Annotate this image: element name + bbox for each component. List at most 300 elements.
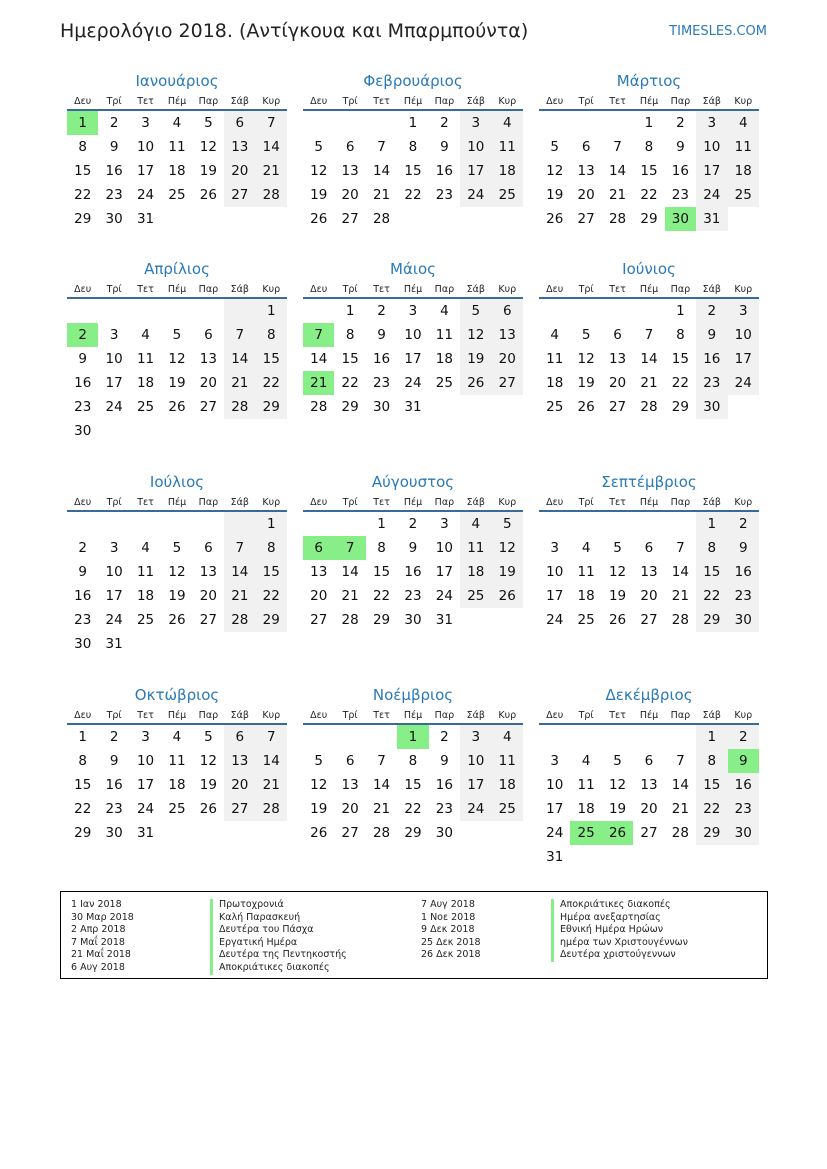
day-cell: 7 — [224, 536, 255, 560]
day-cell: 13 — [341, 777, 359, 793]
day-cell: 8 — [408, 139, 418, 155]
day-cell: 12 — [199, 139, 217, 155]
day-cell: 17 — [136, 777, 155, 793]
weekday-label: Πέμ — [639, 96, 659, 107]
day-cell: 7 — [256, 111, 287, 135]
day-cell: 23 — [435, 187, 453, 203]
weekday-label: Τετ — [137, 284, 154, 295]
legend-dates-2 — [421, 899, 481, 962]
weekday-label: Τετ — [137, 710, 154, 721]
empty-cell — [570, 512, 601, 536]
day-cell: 11 — [168, 139, 186, 155]
weekday-label: Παρ — [198, 96, 219, 107]
empty-cell — [303, 725, 334, 749]
week-row — [303, 536, 523, 560]
day-cell: 16 — [728, 773, 759, 797]
day-cell: 4 — [440, 303, 449, 319]
day-cell: 25 — [168, 187, 186, 203]
day-cell: 12 — [608, 564, 627, 580]
day-cell: 19 — [199, 777, 217, 793]
day-cell: 22 — [640, 187, 658, 203]
day-cell: 6 — [204, 327, 213, 343]
day-cell: 11 — [546, 351, 564, 367]
day-cell: 6 — [303, 536, 334, 560]
site-link[interactable]: TIMESLES.COM — [669, 24, 767, 39]
month-title: Ιανουάριος — [135, 72, 219, 90]
day-cell: 27 — [640, 612, 658, 628]
week-row — [539, 821, 759, 845]
day-cell: 9 — [109, 753, 119, 769]
day-cell: 20 — [341, 187, 359, 203]
day-cell: 28 — [310, 399, 328, 415]
weekday-label: Τρί — [342, 284, 358, 295]
day-cell: 17 — [435, 564, 453, 580]
weekday-header — [67, 280, 287, 299]
day-cell: 6 — [345, 753, 355, 769]
day-cell: 5 — [613, 540, 622, 556]
day-cell: 6 — [581, 139, 591, 155]
month-block — [303, 258, 523, 419]
day-cell: 15 — [372, 564, 391, 580]
weekday-label: Κυρ — [498, 284, 517, 295]
day-cell: 17 — [546, 801, 564, 817]
day-cell: 29 — [372, 612, 391, 628]
day-cell: 18 — [168, 163, 186, 179]
month-block — [539, 258, 759, 419]
week-row — [67, 821, 287, 845]
day-cell: 22 — [74, 801, 92, 817]
day-cell: 27 — [341, 825, 359, 841]
day-cell: 8 — [408, 753, 418, 769]
empty-cell — [303, 512, 334, 536]
day-cell: 4 — [460, 512, 491, 536]
day-cell: 17 — [546, 588, 564, 604]
weekday-label: Πέμ — [403, 497, 423, 508]
empty-cell — [256, 419, 287, 443]
day-cell: 12 — [168, 351, 186, 367]
weekday-label: Δευ — [546, 96, 564, 107]
day-cell: 12 — [168, 564, 186, 580]
day-cell: 30 — [404, 612, 422, 628]
weekday-header — [303, 92, 523, 111]
weekday-label: Πέμ — [167, 497, 187, 508]
day-cell: 26 — [310, 211, 328, 227]
day-cell: 10 — [546, 564, 564, 580]
day-cell: 26 — [546, 211, 564, 227]
day-cell: 3 — [460, 725, 491, 749]
week-row — [303, 323, 523, 347]
week-row — [303, 797, 523, 821]
day-cell: 2 — [408, 516, 418, 532]
week-row — [539, 845, 759, 869]
day-cell: 27 — [341, 211, 359, 227]
month-title: Ιούλιος — [149, 473, 205, 491]
empty-cell — [602, 725, 633, 749]
weekday-label: Κυρ — [734, 96, 753, 107]
day-cell: 3 — [440, 516, 449, 532]
day-cell: 9 — [78, 351, 87, 367]
day-cell: 4 — [728, 111, 759, 135]
month-block — [539, 471, 759, 632]
day-cell: 19 — [577, 375, 595, 391]
weekday-label: Δευ — [74, 284, 92, 295]
week-row — [303, 512, 523, 536]
day-cell: 29 — [696, 608, 727, 632]
empty-cell — [696, 845, 727, 869]
day-cell: 19 — [168, 375, 186, 391]
day-cell: 31 — [696, 207, 727, 231]
day-cell: 12 — [310, 777, 328, 793]
weekday-label: Κυρ — [734, 284, 753, 295]
weekday-label: Δευ — [310, 96, 328, 107]
week-row — [67, 347, 287, 371]
weekday-label: Πέμ — [167, 96, 187, 107]
day-cell: 17 — [696, 159, 727, 183]
empty-cell — [728, 207, 759, 231]
day-cell: 16 — [74, 375, 92, 391]
day-cell: 29 — [640, 211, 658, 227]
page-title: Ημερολόγιο 2018. (Αντίγκουα και Μπαρμπούντα) — [60, 20, 529, 42]
day-cell: 5 — [613, 753, 622, 769]
day-cell: 1 — [408, 115, 418, 131]
week-row — [303, 584, 523, 608]
day-cell: 20 — [341, 801, 359, 817]
day-cell: 23 — [728, 797, 759, 821]
day-cell: 6 — [224, 725, 255, 749]
empty-cell — [256, 207, 287, 231]
day-cell: 28 — [372, 825, 391, 841]
month-block — [67, 471, 287, 656]
week-row — [539, 347, 759, 371]
day-cell: 9 — [440, 753, 449, 769]
day-cell: 7 — [676, 753, 685, 769]
day-cell: 25 — [577, 612, 595, 628]
weekday-label: Σάβ — [230, 497, 249, 508]
weekday-label: Τρί — [106, 96, 122, 107]
day-cell: 10 — [136, 753, 155, 769]
weekday-label: Κυρ — [262, 497, 281, 508]
empty-cell — [728, 395, 759, 419]
day-cell: 18 — [136, 375, 155, 391]
day-cell: 24 — [105, 399, 123, 415]
day-cell: 1 — [78, 729, 87, 745]
month-title: Σεπτέμβριος — [601, 473, 697, 491]
week-row — [303, 821, 523, 845]
weekday-label: Σάβ — [230, 284, 249, 295]
weekday-label: Τετ — [137, 96, 154, 107]
week-row — [539, 725, 759, 749]
weekday-label: Κυρ — [734, 497, 753, 508]
day-cell: 5 — [204, 115, 213, 131]
legend-dates-1 — [71, 899, 134, 975]
day-cell: 28 — [256, 183, 287, 207]
day-cell: 12 — [546, 163, 564, 179]
day-cell: 28 — [341, 612, 359, 628]
day-cell: 8 — [78, 753, 87, 769]
day-cell: 8 — [377, 540, 386, 556]
day-cell: 15 — [404, 777, 422, 793]
weekday-label: Πέμ — [403, 710, 423, 721]
day-cell: 6 — [492, 299, 523, 323]
week-row — [67, 419, 287, 443]
day-cell: 3 — [550, 753, 559, 769]
day-cell: 15 — [696, 560, 727, 584]
day-cell: 15 — [74, 163, 92, 179]
day-cell: 11 — [728, 135, 759, 159]
day-cell: 10 — [460, 135, 491, 159]
empty-cell — [224, 632, 255, 656]
day-cell: 31 — [136, 825, 155, 841]
day-cell: 5 — [581, 327, 591, 343]
weekday-label: Σάβ — [466, 497, 485, 508]
week-row — [303, 725, 523, 749]
empty-cell — [633, 725, 664, 749]
day-cell: 27 — [224, 797, 255, 821]
day-cell: 24 — [105, 612, 123, 628]
day-cell: 19 — [199, 163, 217, 179]
empty-cell — [224, 821, 255, 845]
day-cell: 25 — [435, 375, 453, 391]
weekday-label: Κυρ — [262, 96, 281, 107]
empty-cell — [429, 207, 460, 231]
day-cell: 16 — [728, 560, 759, 584]
day-cell: 19 — [168, 588, 186, 604]
day-cell: 23 — [105, 187, 123, 203]
day-cell: 14 — [372, 163, 391, 179]
day-cell: 21 — [640, 375, 658, 391]
legend-holiday-name: Δευτέρα του Πάσχα — [210, 924, 347, 937]
day-cell: 22 — [404, 187, 422, 203]
day-cell: 2 — [728, 512, 759, 536]
weekday-header — [67, 706, 287, 725]
day-cell: 3 — [109, 540, 119, 556]
empty-cell — [193, 207, 224, 231]
day-cell: 25 — [460, 584, 491, 608]
day-cell: 15 — [640, 163, 658, 179]
empty-cell — [602, 111, 633, 135]
day-cell: 26 — [199, 187, 217, 203]
day-cell: 22 — [341, 375, 359, 391]
day-cell: 19 — [608, 801, 627, 817]
legend-date: 9 Δεκ 2018 — [421, 924, 475, 936]
day-cell: 20 — [492, 347, 523, 371]
day-cell: 15 — [256, 347, 287, 371]
weekday-label: Σάβ — [702, 284, 721, 295]
weekday-label: Παρ — [434, 96, 455, 107]
weekday-label: Κυρ — [498, 710, 517, 721]
day-cell: 29 — [74, 825, 92, 841]
day-cell: 8 — [644, 139, 654, 155]
day-cell: 3 — [141, 729, 150, 745]
day-cell: 23 — [105, 801, 123, 817]
legend-holiday-name: Πρωτοχρονιά — [210, 899, 347, 912]
weekday-label: Δευ — [310, 710, 328, 721]
weekday-label: Δευ — [546, 284, 564, 295]
empty-cell — [67, 512, 98, 536]
day-cell: 6 — [204, 540, 213, 556]
empty-cell — [397, 207, 428, 231]
day-cell: 24 — [546, 612, 564, 628]
empty-cell — [633, 512, 664, 536]
day-cell: 8 — [256, 536, 287, 560]
day-cell: 30 — [74, 423, 92, 439]
day-cell: 26 — [492, 584, 523, 608]
day-cell: 7 — [377, 139, 386, 155]
weekday-label: Παρ — [670, 497, 691, 508]
day-cell: 11 — [136, 564, 155, 580]
day-cell: 3 — [141, 115, 150, 131]
day-cell: 3 — [696, 111, 727, 135]
empty-cell — [366, 111, 397, 135]
day-cell: 9 — [676, 139, 685, 155]
day-cell: 21 — [303, 371, 334, 395]
day-cell: 30 — [728, 608, 759, 632]
empty-cell — [602, 845, 633, 869]
empty-cell — [602, 512, 633, 536]
day-cell: 7 — [676, 540, 685, 556]
day-cell: 29 — [671, 399, 689, 415]
empty-cell — [665, 725, 696, 749]
day-cell: 4 — [492, 111, 523, 135]
weekday-label: Παρ — [670, 284, 691, 295]
day-cell: 19 — [310, 801, 328, 817]
day-cell: 27 — [492, 371, 523, 395]
day-cell: 2 — [109, 729, 119, 745]
day-cell: 30 — [105, 211, 123, 227]
day-cell: 16 — [435, 163, 453, 179]
weekday-label: Πέμ — [167, 284, 187, 295]
day-cell: 5 — [204, 729, 213, 745]
week-row — [67, 536, 287, 560]
month-title: Δεκέμβριος — [605, 686, 693, 704]
day-cell: 5 — [550, 139, 559, 155]
day-cell: 22 — [696, 797, 727, 821]
weekday-label: Πέμ — [403, 284, 423, 295]
week-row — [539, 584, 759, 608]
legend-holiday-name: Ημέρα ανεξαρτησίας — [551, 912, 688, 925]
legend-date: 25 Δεκ 2018 — [421, 936, 481, 948]
day-cell: 22 — [74, 187, 92, 203]
day-cell: 4 — [550, 327, 559, 343]
day-cell: 6 — [345, 139, 355, 155]
week-row — [539, 299, 759, 323]
day-cell: 28 — [224, 608, 255, 632]
day-cell: 31 — [105, 636, 123, 652]
day-cell: 20 — [224, 159, 255, 183]
day-cell: 5 — [172, 540, 182, 556]
day-cell: 11 — [168, 753, 186, 769]
day-cell: 7 — [377, 753, 386, 769]
week-row — [67, 135, 287, 159]
weekday-label: Κυρ — [262, 284, 281, 295]
day-cell: 17 — [460, 773, 491, 797]
empty-cell — [303, 299, 334, 323]
day-cell: 4 — [172, 729, 182, 745]
day-cell: 7 — [224, 323, 255, 347]
week-row — [539, 608, 759, 632]
day-cell: 20 — [640, 588, 658, 604]
day-cell: 24 — [136, 187, 155, 203]
empty-cell — [460, 608, 491, 632]
empty-cell — [303, 111, 334, 135]
day-cell: 25 — [546, 399, 564, 415]
day-cell: 12 — [608, 777, 627, 793]
day-cell: 27 — [608, 399, 627, 415]
day-cell: 1 — [696, 725, 727, 749]
day-cell: 30 — [728, 821, 759, 845]
week-row — [67, 773, 287, 797]
day-cell: 21 — [341, 588, 359, 604]
day-cell: 24 — [460, 797, 491, 821]
week-row — [303, 608, 523, 632]
empty-cell — [256, 632, 287, 656]
day-cell: 28 — [224, 395, 255, 419]
day-cell: 28 — [640, 399, 658, 415]
day-cell: 15 — [671, 351, 689, 367]
month-block — [303, 684, 523, 845]
day-cell: 2 — [377, 303, 386, 319]
day-cell: 8 — [345, 327, 355, 343]
legend-names-1 — [210, 899, 347, 975]
week-row — [67, 183, 287, 207]
day-cell: 25 — [168, 801, 186, 817]
day-cell: 4 — [581, 540, 591, 556]
weekday-label: Τετ — [373, 710, 390, 721]
week-row — [303, 749, 523, 773]
day-cell: 25 — [136, 399, 155, 415]
weekday-header — [67, 92, 287, 111]
weekday-label: Πέμ — [639, 710, 659, 721]
empty-cell — [633, 845, 664, 869]
weekday-label: Πέμ — [167, 710, 187, 721]
day-cell: 20 — [199, 375, 217, 391]
empty-cell — [460, 821, 491, 845]
day-cell: 26 — [168, 612, 186, 628]
day-cell: 12 — [199, 753, 217, 769]
empty-cell — [366, 725, 397, 749]
empty-cell — [334, 111, 365, 135]
month-block — [67, 258, 287, 443]
empty-cell — [193, 632, 224, 656]
day-cell: 4 — [492, 725, 523, 749]
day-cell: 12 — [310, 163, 328, 179]
week-row — [303, 207, 523, 231]
day-cell: 18 — [168, 777, 186, 793]
day-cell: 10 — [435, 540, 453, 556]
day-cell: 7 — [644, 327, 654, 343]
day-cell: 13 — [640, 564, 658, 580]
day-cell: 18 — [546, 375, 564, 391]
week-row — [303, 183, 523, 207]
day-cell: 10 — [105, 564, 123, 580]
day-cell: 6 — [644, 753, 654, 769]
day-cell: 2 — [676, 115, 685, 131]
day-cell: 17 — [728, 347, 759, 371]
day-cell: 9 — [728, 749, 759, 773]
week-row — [539, 371, 759, 395]
week-row — [539, 749, 759, 773]
week-row — [303, 347, 523, 371]
weekday-label: Τρί — [106, 497, 122, 508]
month-title: Φεβρουάριος — [363, 72, 463, 90]
day-cell: 26 — [577, 399, 595, 415]
weekday-label: Κυρ — [262, 710, 281, 721]
day-cell: 1 — [696, 512, 727, 536]
weekday-header — [67, 493, 287, 512]
day-cell: 7 — [256, 725, 287, 749]
day-cell: 18 — [136, 588, 155, 604]
empty-cell — [130, 299, 161, 323]
